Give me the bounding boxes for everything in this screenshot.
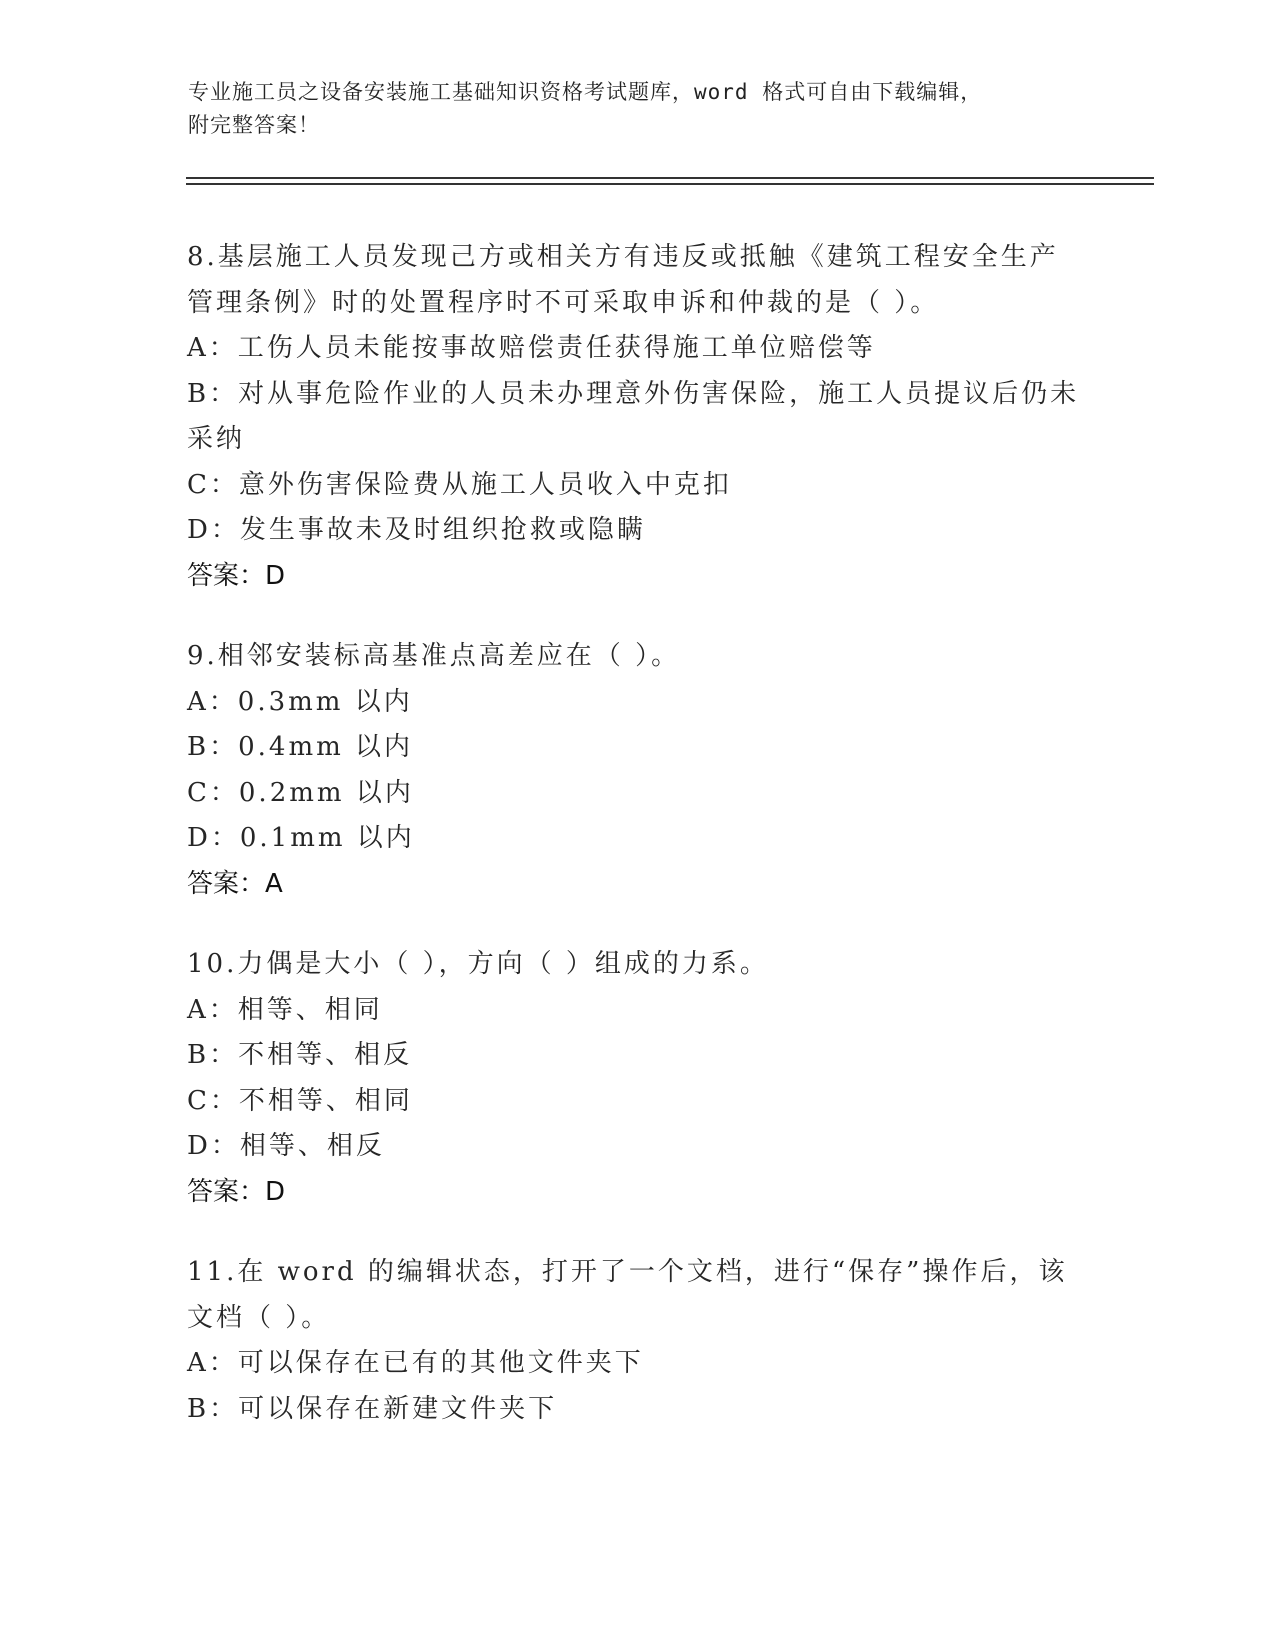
option-c: C：0.2mm 以内 — [187, 777, 414, 808]
question-text-line: 9.相邻安装标高基准点高差应在（ ）。 — [187, 641, 681, 671]
question-text-line: 文档（ ）。 — [187, 1302, 331, 1333]
header-line-2: 附完整答案！ — [188, 113, 320, 137]
answer-label: 答案：D — [187, 1176, 286, 1207]
question-11 — [187, 1250, 1087, 1432]
option-d: D：0.1mm 以内 — [187, 823, 415, 853]
question-9 — [187, 634, 1087, 907]
question-text-line: 11.在 word 的编辑状态，打开了一个文档，进行“保存”操作后，该 — [187, 1257, 1068, 1287]
header-line-1: 专业施工员之设备安装施工基础知识资格考试题库，word 格式可自由下载编辑， — [188, 80, 983, 104]
option-b-continued: 采纳 — [187, 424, 246, 454]
option-b: B：可以保存在新建文件夹下 — [187, 1393, 558, 1424]
question-8 — [187, 235, 1087, 599]
answer-label: 答案：A — [187, 868, 283, 899]
question-text-line: 8.基层施工人员发现己方或相关方有违反或抵触《建筑工程安全生产 — [187, 242, 1059, 272]
question-text-line: 10.力偶是大小（ ），方向（ ）组成的力系。 — [187, 949, 769, 979]
header-divider-top — [186, 177, 1154, 179]
option-a: A：可以保存在已有的其他文件夹下 — [187, 1348, 644, 1378]
option-c: C：不相等、相同 — [187, 1085, 413, 1116]
option-a: A：0.3mm 以内 — [187, 686, 413, 717]
option-a: A：工伤人员未能按事故赔偿责任获得施工单位赔偿等 — [187, 333, 876, 363]
option-a: A：相等、相同 — [187, 994, 383, 1025]
option-c: C：意外伤害保险费从施工人员收入中克扣 — [187, 469, 732, 500]
option-b: B：对从事危险作业的人员未办理意外伤害保险，施工人员提议后仍未 — [187, 378, 1080, 409]
header-divider-bottom — [186, 183, 1154, 185]
answer-label: 答案：D — [187, 560, 286, 591]
document-header — [188, 76, 1088, 142]
option-d: D：相等、相反 — [187, 1131, 385, 1161]
option-d: D：发生事故未及时组织抢救或隐瞒 — [187, 515, 646, 545]
option-b: B：0.4mm 以内 — [187, 732, 414, 762]
question-text-line: 管理条例》时的处置程序时不可采取申诉和仲裁的是（ ）。 — [187, 287, 940, 318]
question-10 — [187, 942, 1087, 1215]
question-list — [187, 235, 1087, 1467]
option-b: B：不相等、相反 — [187, 1040, 413, 1070]
